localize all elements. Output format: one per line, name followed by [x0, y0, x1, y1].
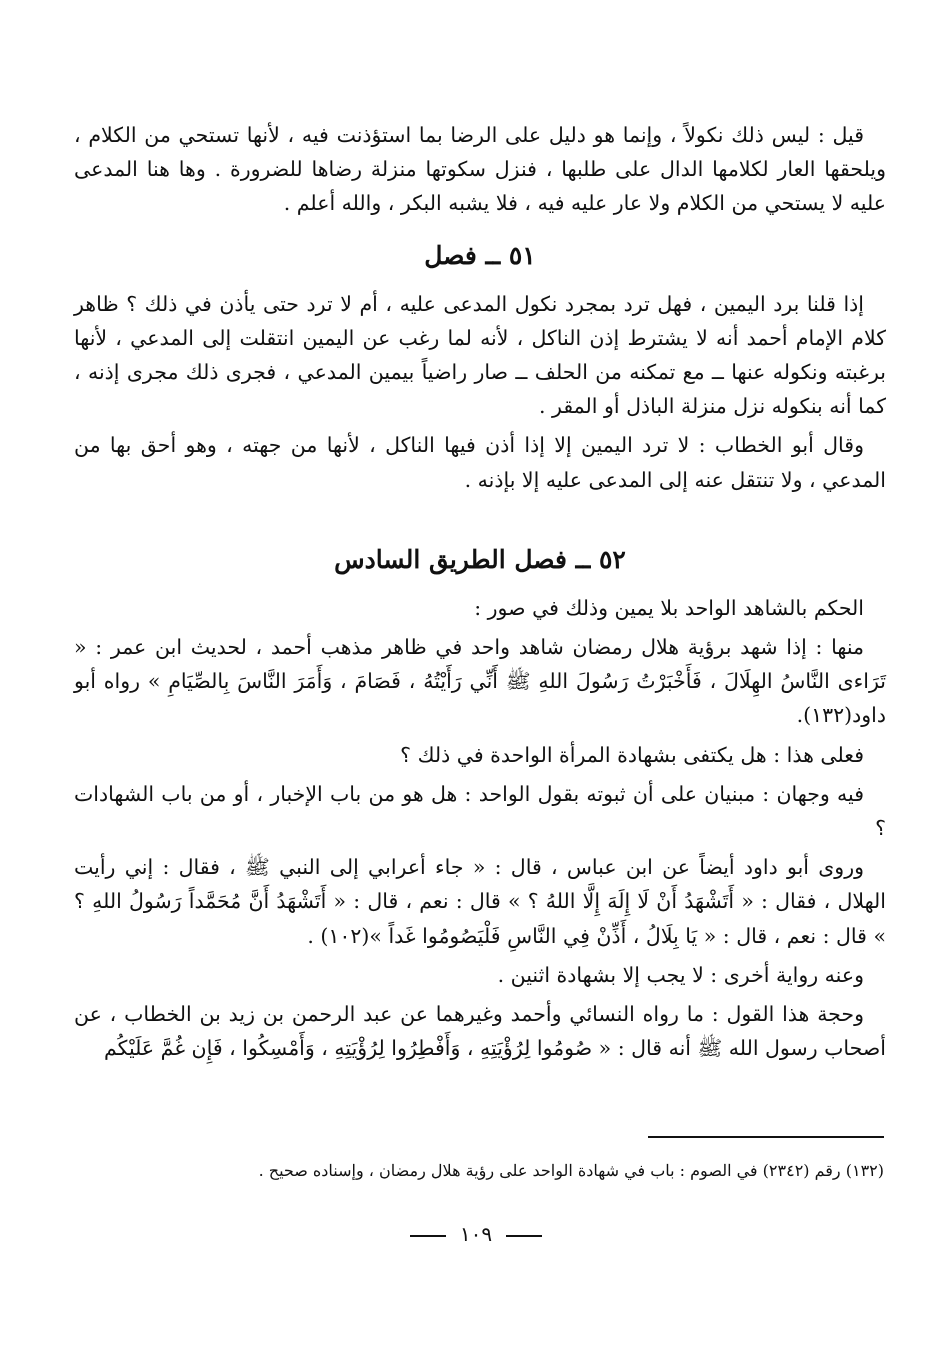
paragraph-52-5: وروى أبو داود أيضاً عن ابن عباس ، قال : « جاء أعرابي إلى النبي ﷺ ، فقال : إني رأيت الهلال ، فقال : « أَتَشْهَدُ أَنْ لَا إِلَهَ إِلَّا اللهُ ؟ » قال : نعم ، قال : « أَتَشْهَدُ أَنَّ مُحَمَّداً رَسُولُ اللهِ ؟ » قال : نعم ، قال : « يَا بِلَالُ ، أَذِّنْ فِي النَّاسِ فَلْيَصُومُوا غَداً »(١٠٢) .: [74, 855, 886, 948]
paragraph-51-2: وقال أبو الخطاب : لا ترد اليمين إلا إذا أذن فيها الناكل ، لأنها من جهته ، وهو أحق بها من المدعي ، ولا تنتقل عنه إلى المدعى عليه إلا بإذنه .: [74, 433, 886, 492]
paragraph-52-2: منها : إذا شهد برؤية هلال رمضان شاهد واحد في ظاهر مذهب أحمد ، لحديث ابن عمر : « تَرَاءى النَّاسُ الهِلَالَ ، فَأَخْبَرْتُ رَسُولَ اللهِ ﷺ أَنِّي رَأَيْتُهُ ، فَصَامَ ، وَأَمَرَ النَّاسَ بِالصِّيَامِ » رواه أبو داود(١٣٢).: [74, 635, 886, 728]
page-number: ١٠٩: [459, 1222, 493, 1246]
paragraph-52-7: وحجة هذا القول : ما رواه النسائي وأحمد وغيرهما عن عبد الرحمن بن زيد بن الخطاب ، عن أصحاب رسول الله ﷺ أنه قال : « صُومُوا لِرُؤْيَتِهِ ، وَأَفْطِرُوا لِرُؤْيَتِهِ ، وَأَمْسِكُوا ، فَإِن غُمَّ عَلَيْكُم: [74, 1002, 886, 1061]
section-heading-51: ٥١ ــ فصل: [424, 240, 536, 270]
page-number-dash-right: [506, 1235, 542, 1237]
section-heading-52: ٥٢ ــ فصل الطريق السادس: [334, 544, 626, 574]
footnote-separator: [648, 1136, 884, 1138]
page-number-dash-left: [410, 1235, 446, 1237]
paragraph-52-6: وعنه رواية أخرى : لا يجب إلا بشهادة اثنين .: [497, 962, 864, 987]
paragraph-52-1: الحكم بالشاهد الواحد بلا يمين وذلك في صور :: [474, 595, 864, 620]
page-body: [74, 118, 886, 1065]
paragraph-intro: قيل : ليس ذلك نكولاً ، وإنما هو دليل على الرضا بما استؤذنت فيه ، لأنها تستحي من الكلام ، ويلحقها العار لكلامها الدال على طلبها ، فنزل سكوتها منزلة رضاها للضرورة . وها هنا المدعى عليه لا يستحي من الكلام ولا عار عليه فيه ، فلا يشبه البكر ، والله أعلم .: [74, 123, 886, 216]
footnote: (١٣٢) رقم (٢٣٤٢) في الصوم : باب في شهادة الواحد على رؤية هلال رمضان ، وإسناده صحيح .: [258, 1161, 884, 1180]
paragraph-51-1: إذا قلنا برد اليمين ، فهل ترد بمجرد نكول المدعى عليه ، أم لا ترد حتى يأذن في ذلك ؟ ظاهر كلام الإمام أحمد أنه لا يشترط إذن الناكل ، لأنه لما رغب عن اليمين انتقلت إلى المدعي ، لأنها برغبته ونكوله عنها ــ مع تمكنه من الحلف ــ صار راضياً بيمين المدعي ، فجرى ذلك مجرى إذنه ، كما أنه بنكوله نزل منزلة الباذل أو المقر .: [74, 291, 886, 419]
page-number-block: [0, 1222, 952, 1246]
paragraph-52-4: فيه وجهان : مبنيان على أن ثبوته بقول الواحد : هل هو من باب الإخبار ، أو من باب الشهادات ؟: [74, 781, 886, 841]
paragraph-52-3: فعلى هذا : هل يكتفى بشهادة المرأة الواحدة في ذلك ؟: [400, 742, 864, 767]
